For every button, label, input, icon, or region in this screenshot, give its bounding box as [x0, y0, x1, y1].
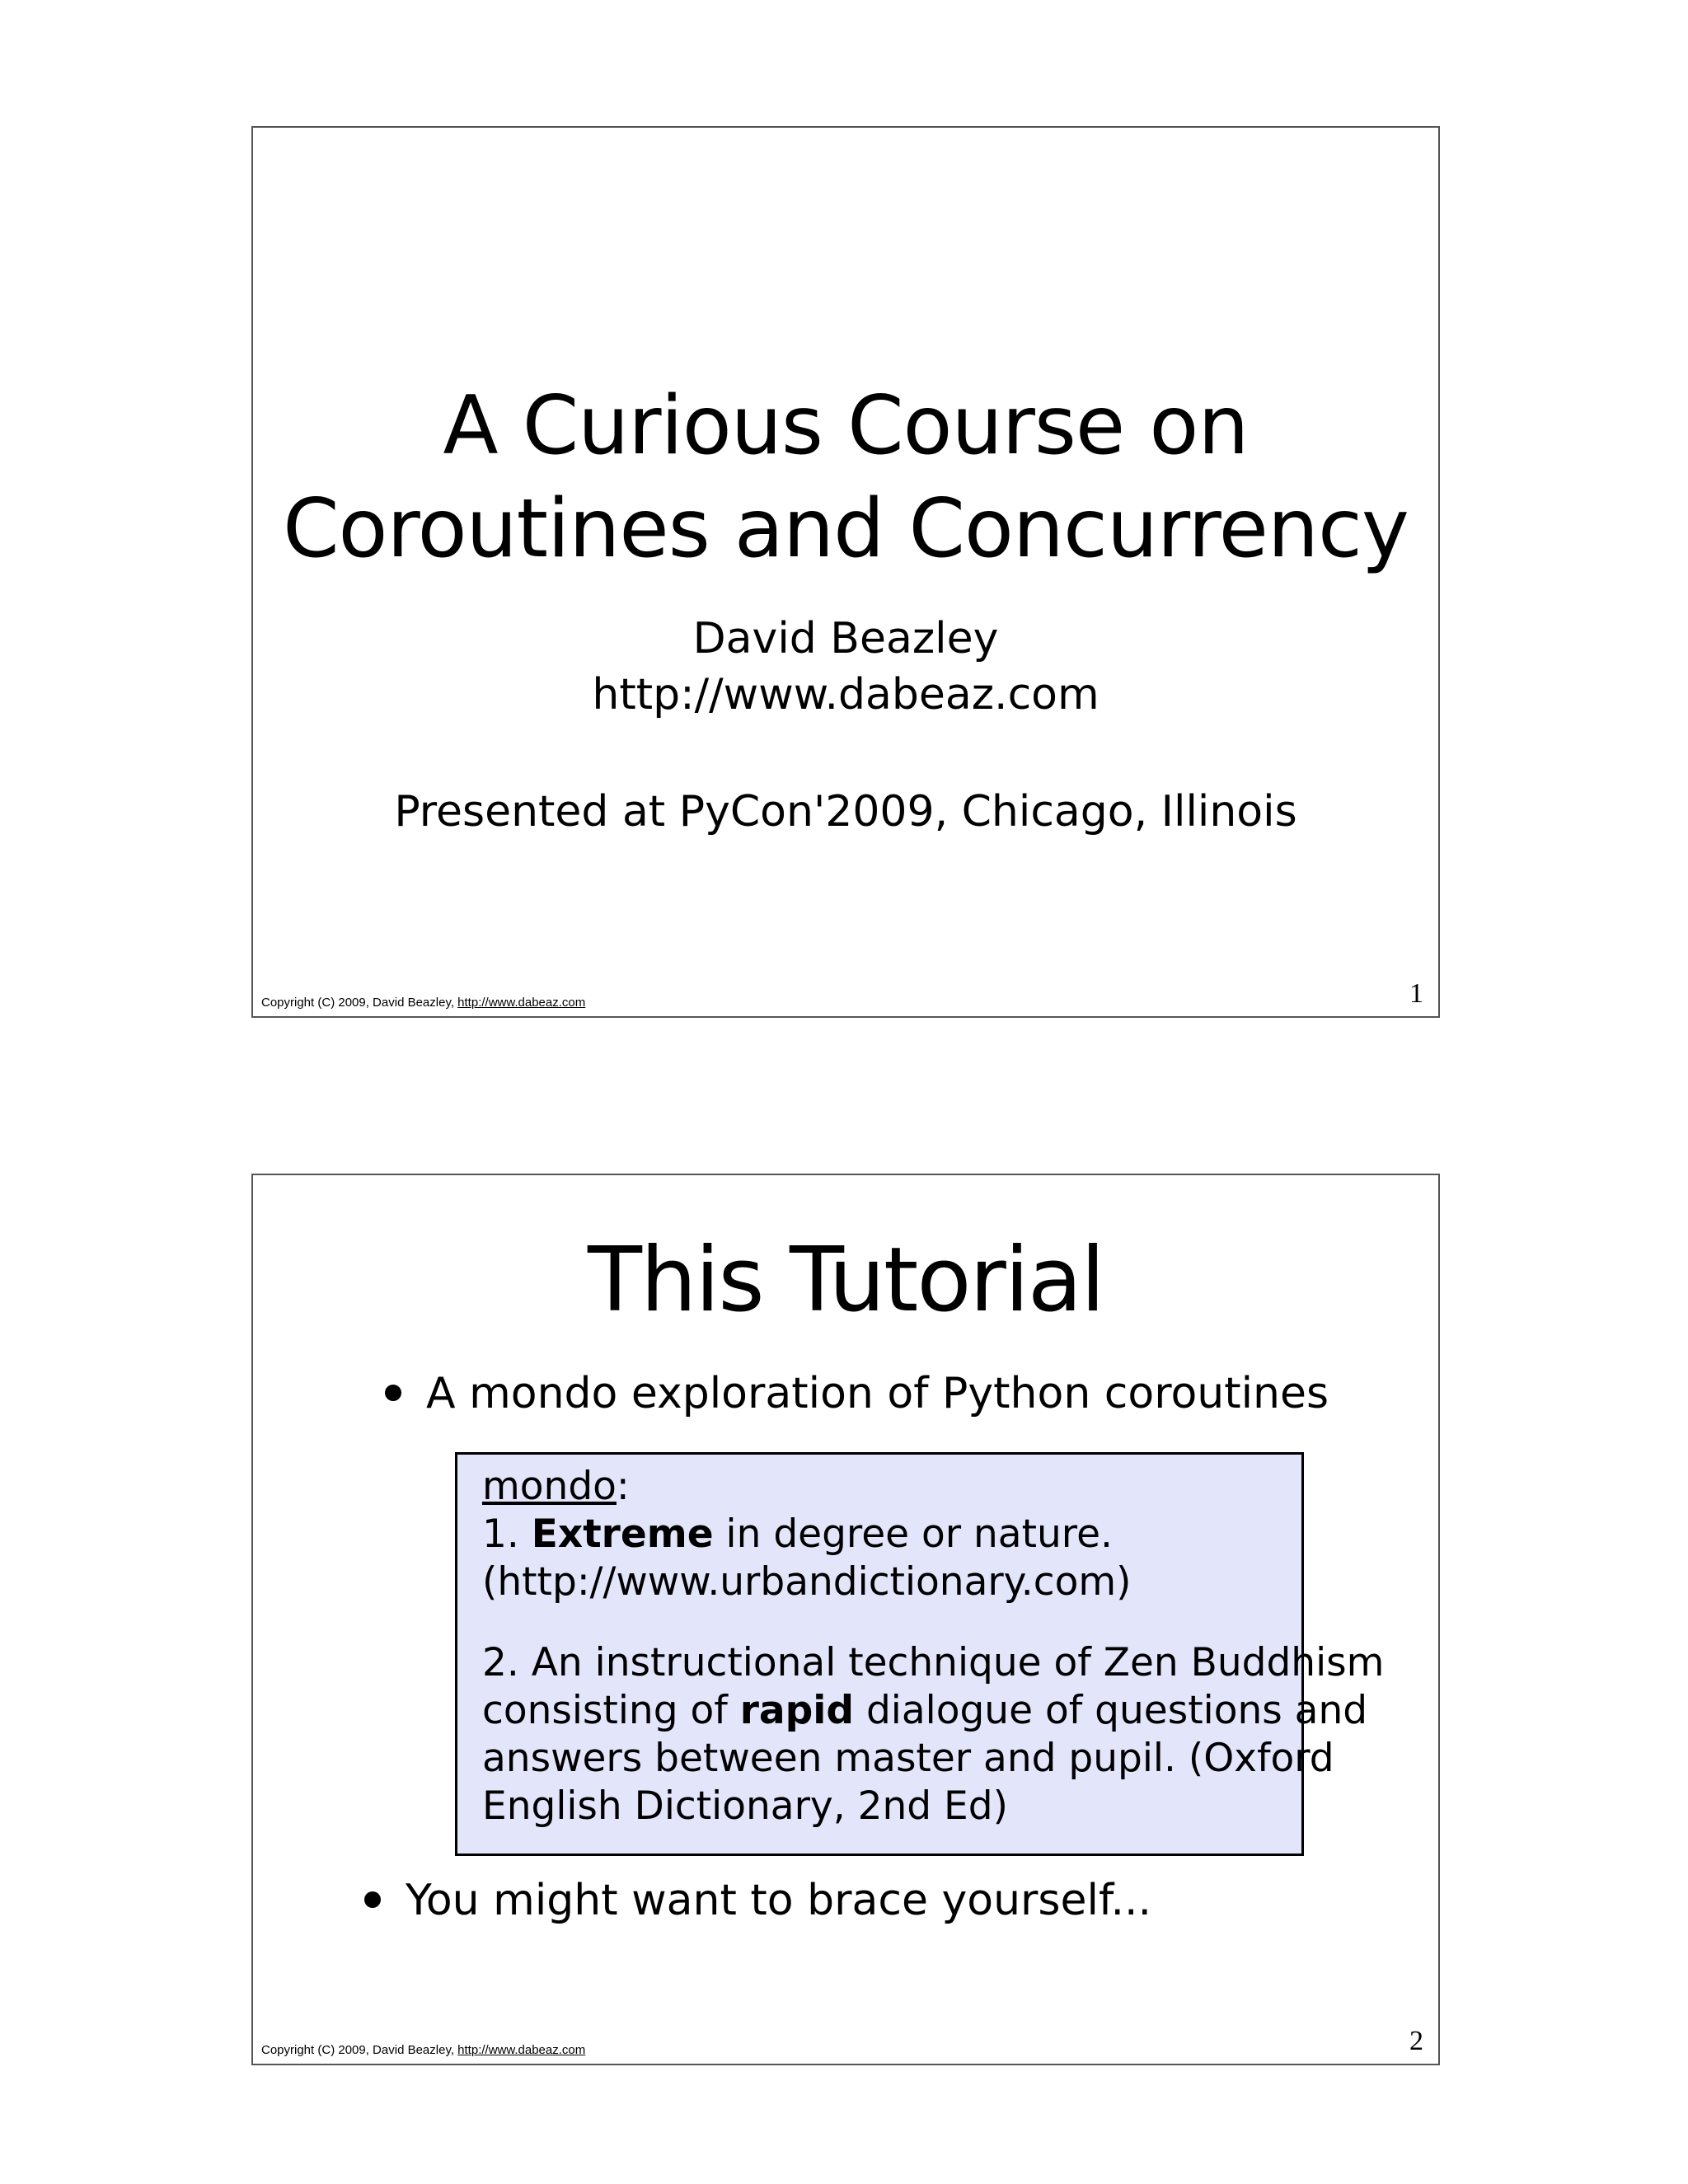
slide-title: [253, 375, 1438, 581]
definition-2-rest: dialogue of questions and: [854, 1688, 1368, 1733]
author-name: David Beazley: [692, 614, 999, 663]
definition-1-source: (http://www.urbandictionary.com): [482, 1559, 1132, 1605]
presented-at: Presented at PyCon'2009, Chicago, Illinois: [394, 787, 1297, 837]
copyright-footer: [261, 2043, 585, 2057]
bullet-text: A mondo exploration of Python coroutines: [426, 1369, 1329, 1418]
copyright-link[interactable]: http://www.dabeaz.com: [457, 2043, 586, 2057]
author-url: http://www.dabeaz.com: [592, 670, 1100, 719]
slide-title: This Tutorial: [587, 1229, 1104, 1332]
title-line-1: A Curious Course on: [443, 379, 1249, 473]
copyright-footer: [261, 996, 585, 1010]
definition-2-line-4: English Dictionary, 2nd Ed): [482, 1783, 1008, 1829]
definition-box: [455, 1452, 1385, 1856]
page-number: 2: [1409, 2026, 1423, 2056]
definition-2-line-3: answers between master and pupil. (Oxford: [482, 1736, 1334, 1781]
definition-2-line-2: [482, 1687, 1368, 1735]
definition-1-bold: Extreme: [531, 1511, 714, 1557]
bullet-text: You might want to brace yourself...: [406, 1876, 1152, 1925]
definition-1-text: in degree or nature.: [713, 1511, 1113, 1557]
definition-term: mondo: [482, 1464, 617, 1509]
definition-2-prefix: consisting of: [482, 1688, 740, 1733]
definition-2-line-1: 2. An instructional technique of Zen Buddhism: [482, 1640, 1385, 1685]
bullet-item: [364, 1876, 1151, 1925]
slide-2: [251, 1174, 1440, 2065]
definition-spacer: [482, 1606, 1301, 1639]
title-line-2: Coroutines and Concurrency: [283, 482, 1409, 576]
definition-term-line: [482, 1463, 1301, 1511]
copyright-text: Copyright (C) 2009, David Beazley,: [261, 2043, 458, 2057]
definition-2-bold: rapid: [739, 1688, 855, 1733]
slide-1: [251, 126, 1440, 1018]
bullet-icon: [364, 1891, 381, 1908]
definition-1: [482, 1511, 1301, 1558]
definition-1-number: 1.: [482, 1511, 532, 1557]
definition-colon: :: [616, 1464, 630, 1509]
copyright-text: Copyright (C) 2009, David Beazley,: [261, 996, 458, 1010]
bullet-item: [385, 1369, 1329, 1418]
bullet-icon: [385, 1385, 401, 1401]
page-number: 1: [1409, 978, 1423, 1009]
copyright-link[interactable]: http://www.dabeaz.com: [457, 996, 586, 1010]
